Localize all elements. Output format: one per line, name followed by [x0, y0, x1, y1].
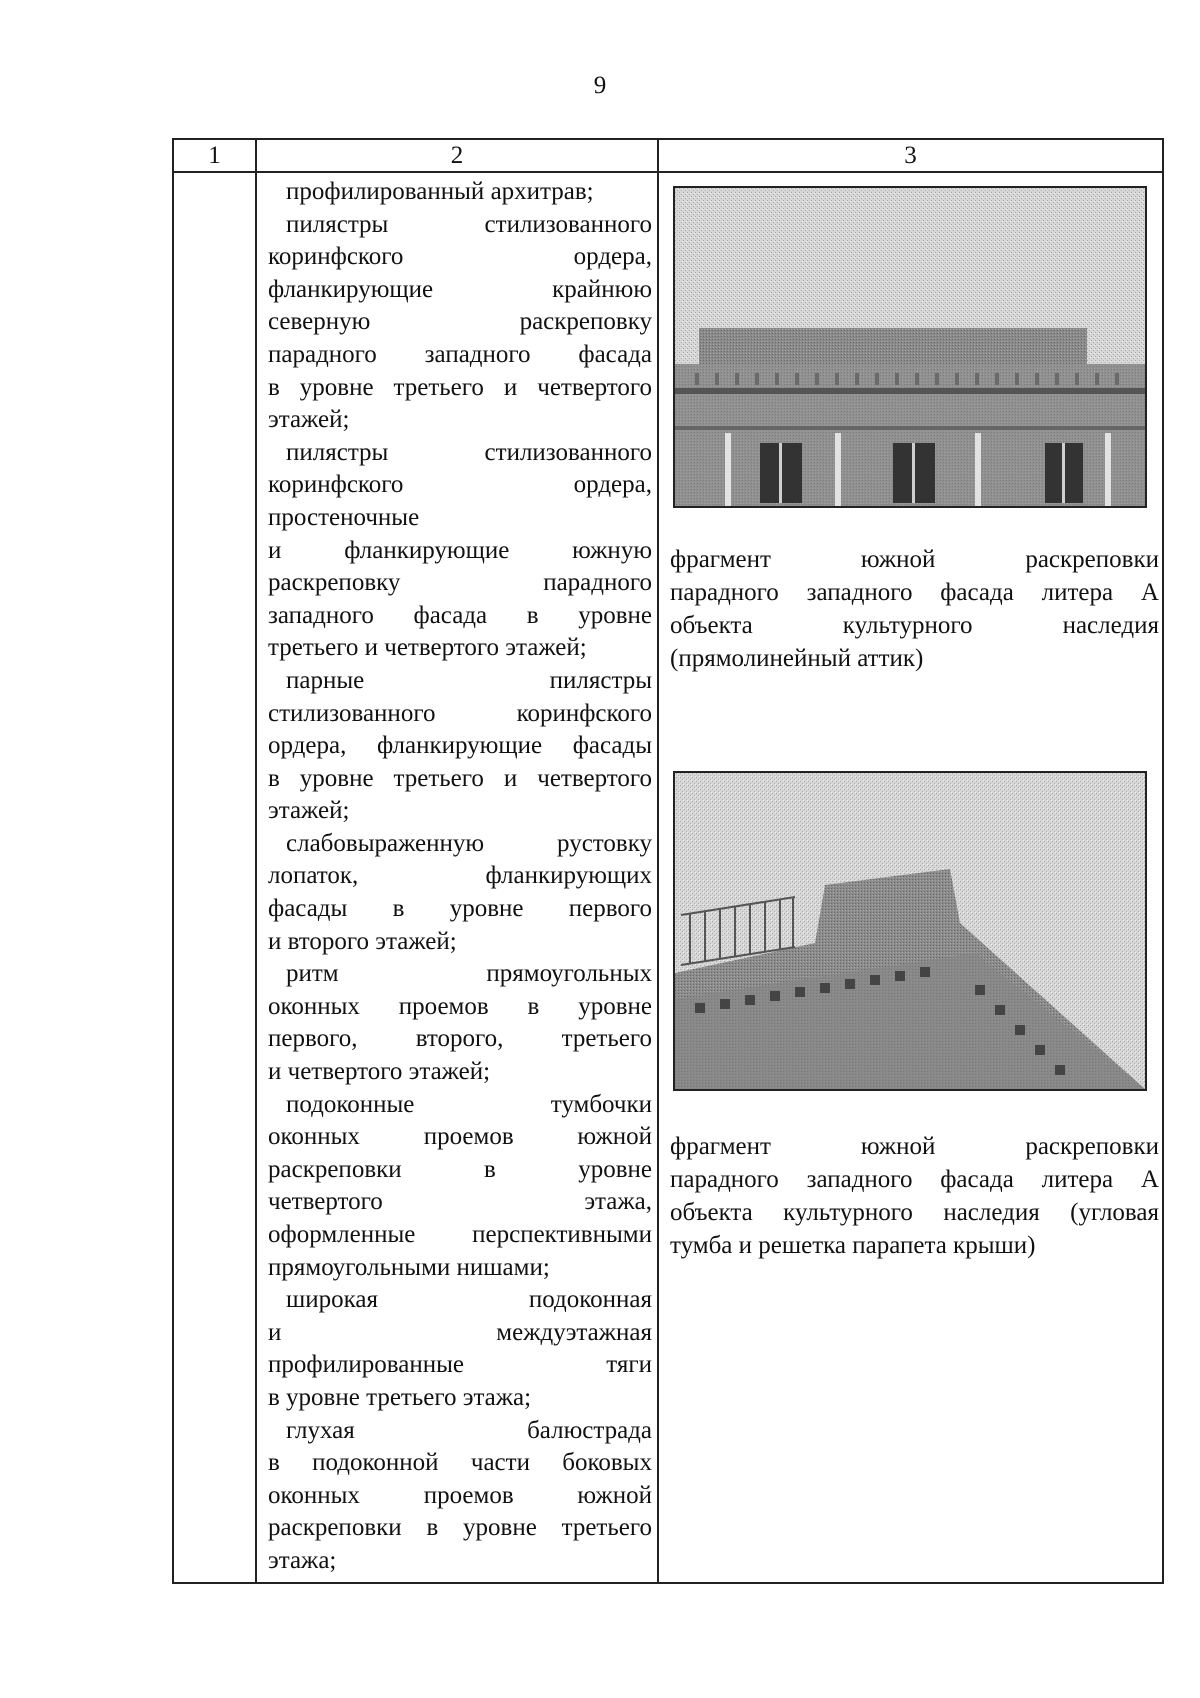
photo-corner-parapet [673, 771, 1147, 1091]
features-list [268, 176, 652, 1578]
table-right-border [1162, 138, 1164, 1584]
feature-text-line: коринфского ордера, [268, 243, 652, 271]
feature-text-line: этажей; [268, 406, 350, 434]
feature-text-line: фасады в уровне первого [268, 895, 652, 923]
feature-text-line: этажа; [268, 1546, 337, 1574]
col1-divider [255, 138, 257, 1584]
photo-attic [673, 186, 1147, 508]
feature-text-line: ордера, фланкирующие фасады [268, 732, 652, 760]
feature-text-line: в уровне третьего этажа; [268, 1383, 532, 1411]
feature-text-line: оконных проемов в уровне [268, 992, 652, 1020]
feature-text-line: прямоугольными нишами; [268, 1253, 550, 1281]
feature-text-line: пилястры стилизованного [286, 210, 652, 238]
feature-text-line: северную раскреповку [268, 308, 652, 336]
caption-text-line: (прямолинейный аттик) [670, 645, 924, 672]
feature-text-line: парадного западного фасада [268, 340, 652, 368]
feature-text-line: фланкирующие крайнюю [268, 275, 652, 303]
feature-text-line: этажей; [268, 797, 350, 825]
header-col-1: 1 [208, 142, 221, 169]
feature-text-line: глухая балюстрада [286, 1416, 652, 1444]
caption-text-line: фрагмент южной раскреповки [670, 546, 1159, 573]
table-bottom-border [172, 1582, 1164, 1584]
caption-text-line: фрагмент южной раскреповки [670, 1133, 1159, 1160]
feature-text-line: раскреповки в уровне третьего [268, 1514, 652, 1542]
feature-text-line: и фланкирующие южную [268, 536, 652, 564]
feature-text-line: оформленные перспективными [268, 1221, 652, 1248]
feature-text-line: в уровне третьего и четвертого [268, 373, 652, 401]
feature-text-line: лопаток, фланкирующих [268, 862, 652, 890]
feature-text-line: четвертого этажа, [268, 1188, 652, 1216]
feature-text-line: раскреповки в уровне [268, 1155, 652, 1183]
feature-text-line: стилизованного коринфского [268, 699, 652, 727]
feature-text-line: коринфского ордера, [268, 471, 652, 499]
feature-text-line: и междуэтажная [268, 1318, 652, 1346]
caption-text-line: тумба и решетка парапета крыши) [670, 1232, 1036, 1259]
caption-text-line: объекта культурного наследия (угловая [670, 1199, 1159, 1226]
feature-text-line: профилированный архитрав; [286, 178, 594, 205]
feature-text-line: и второго этажей; [268, 927, 457, 955]
caption-text-line: парадного западного фасада литера А [670, 579, 1159, 606]
feature-text-line: западного фасада в уровне [268, 601, 652, 629]
table-top-border [172, 138, 1164, 140]
photo-corner-caption [670, 1130, 1159, 1262]
feature-text-line: ритм прямоугольных [286, 960, 652, 988]
feature-text-line: раскреповку парадного [268, 569, 652, 597]
table-left-border [172, 138, 174, 1584]
header-col-3: 3 [904, 142, 917, 169]
feature-text-line: первого, второго, третьего [268, 1025, 652, 1053]
feature-text-line: слабовыраженную рустовку [286, 829, 652, 857]
header-col-2: 2 [450, 142, 464, 169]
feature-text-line: оконных проемов южной [268, 1481, 652, 1509]
feature-text-line: в подоконной части боковых [268, 1449, 652, 1477]
feature-text-line: парные пилястры [286, 666, 652, 694]
feature-text-line: широкая подоконная [286, 1286, 652, 1314]
feature-text-line: профилированные тяги [268, 1351, 652, 1379]
photo-attic-caption [670, 543, 1159, 675]
feature-text-line: подоконные тумбочки [286, 1090, 652, 1118]
feature-text-line: третьего и четвертого этажей; [268, 634, 587, 662]
feature-text-line: и четвертого этажей; [268, 1058, 491, 1086]
feature-text-line: пилястры стилизованного [286, 438, 652, 466]
feature-text-line: простеночные [268, 503, 420, 531]
header-bottom-border [172, 171, 1164, 173]
col2-divider [657, 138, 659, 1584]
feature-text-line: в уровне третьего и четвертого [268, 764, 652, 792]
caption-text-line: объекта культурного наследия [670, 612, 1159, 639]
page-number: 9 [593, 72, 607, 99]
caption-text-line: парадного западного фасада литера А [670, 1166, 1159, 1193]
feature-text-line: оконных проемов южной [268, 1123, 652, 1151]
